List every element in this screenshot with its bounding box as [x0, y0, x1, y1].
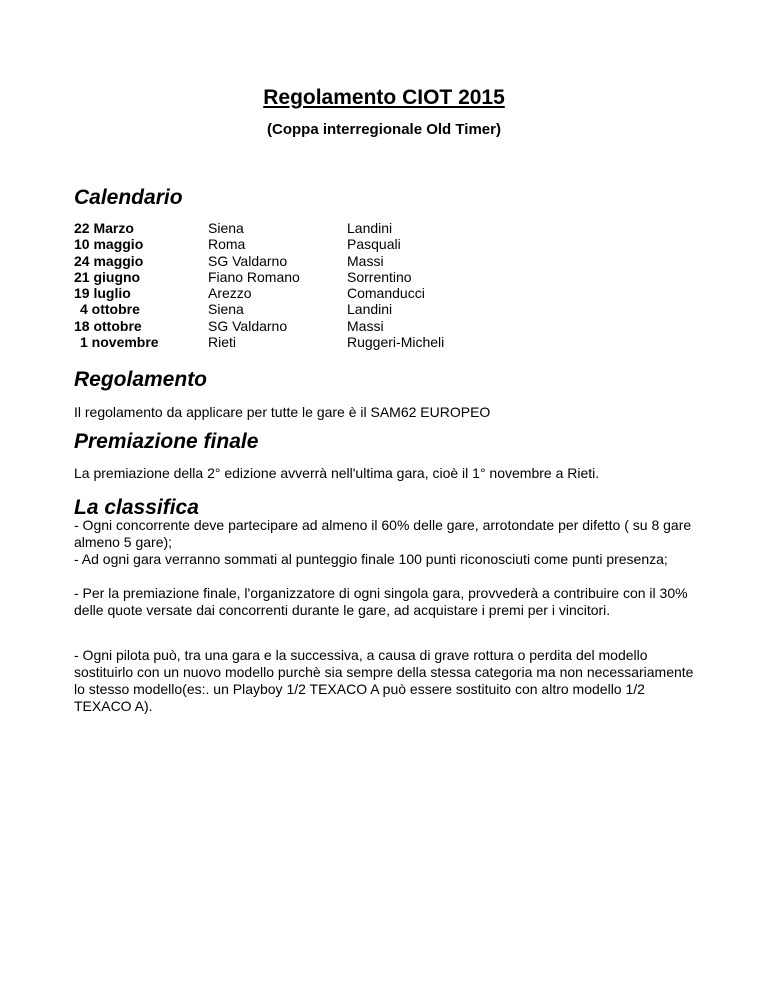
calendar-organizer: Massi [347, 252, 384, 269]
calendar-city: SG Valdarno [208, 252, 288, 269]
classifica-paragraph: - Ogni concorrente deve partecipare ad almeno il 60% delle gare, arrotondate per difetto ( su 8 gare almeno 5 gare); [74, 517, 692, 550]
calendar-organizer: Massi [347, 317, 384, 334]
page-subtitle: (Coppa interregionale Old Timer) [267, 121, 501, 138]
calendar-date: 24 maggio [74, 252, 144, 269]
calendar-row [74, 220, 594, 236]
heading-classifica: La classifica [74, 496, 199, 519]
classifica-paragraph: - Per la premiazione finale, l'organizzatore di ogni singola gara, provvederà a contribuire con il 30% delle quote versate dai concorrenti durante le gare, ad acquistare i premi per i vincitori. [74, 585, 688, 618]
calendar-row [74, 301, 594, 317]
regolamento-text: Il regolamento da applicare per tutte le gare è il SAM62 EUROPEO [74, 404, 491, 420]
calendar-organizer: Landini [347, 301, 393, 318]
calendar-city: Siena [208, 220, 244, 236]
calendar-city: Roma [208, 236, 246, 253]
calendar-organizer: Ruggeri-Micheli [347, 334, 445, 351]
calendar-organizer: Landini [347, 220, 393, 236]
calendar-city: Arezzo [208, 285, 252, 302]
calendar-row [74, 236, 594, 252]
calendar-date: 21 giugno [74, 268, 141, 285]
calendar-table [74, 220, 594, 350]
calendar-date: 10 maggio [74, 236, 144, 253]
heading-regolamento: Regolamento [74, 368, 208, 391]
calendar-row [74, 253, 594, 269]
classifica-paragraph: - Ogni pilota può, tra una gara e la successiva, a causa di grave rottura o perdita del modello sostituirlo con un nuovo modello purchè sia sempre della stessa categoria ma non necessariamente lo stesso modello(es:. un Playboy 1/2 TEXACO A può essere sostituito con altro modello 1/2 TEXACO A). [74, 647, 694, 714]
calendar-row [74, 285, 594, 301]
page-title: Regolamento CIOT 2015 [263, 86, 505, 109]
calendar-row [74, 334, 594, 350]
calendar-date: 1 novembre [80, 334, 159, 351]
calendar-city: Fiano Romano [208, 268, 300, 285]
calendar-organizer: Comanducci [347, 285, 425, 302]
heading-premiazione: Premiazione finale [74, 430, 259, 453]
calendar-city: Siena [208, 301, 244, 318]
calendar-date: 4 ottobre [80, 301, 140, 318]
calendar-city: SG Valdarno [208, 317, 288, 334]
premiazione-text: La premiazione della 2° edizione avverrà nell'ultima gara, cioè il 1° novembre a Rieti. [74, 465, 600, 481]
calendar-date: 18 ottobre [74, 317, 142, 334]
calendar-organizer: Sorrentino [347, 268, 412, 285]
calendar-row [74, 269, 594, 285]
classifica-paragraph: - Ad ogni gara verranno sommati al punteggio finale 100 punti riconosciuti come punti presenza; [74, 551, 668, 567]
heading-calendario: Calendario [74, 186, 183, 209]
calendar-city: Rieti [208, 334, 237, 351]
calendar-row [74, 318, 594, 334]
calendar-date: 19 luglio [74, 285, 131, 302]
calendar-date: 22 Marzo [74, 220, 134, 236]
calendar-organizer: Pasquali [347, 236, 401, 253]
